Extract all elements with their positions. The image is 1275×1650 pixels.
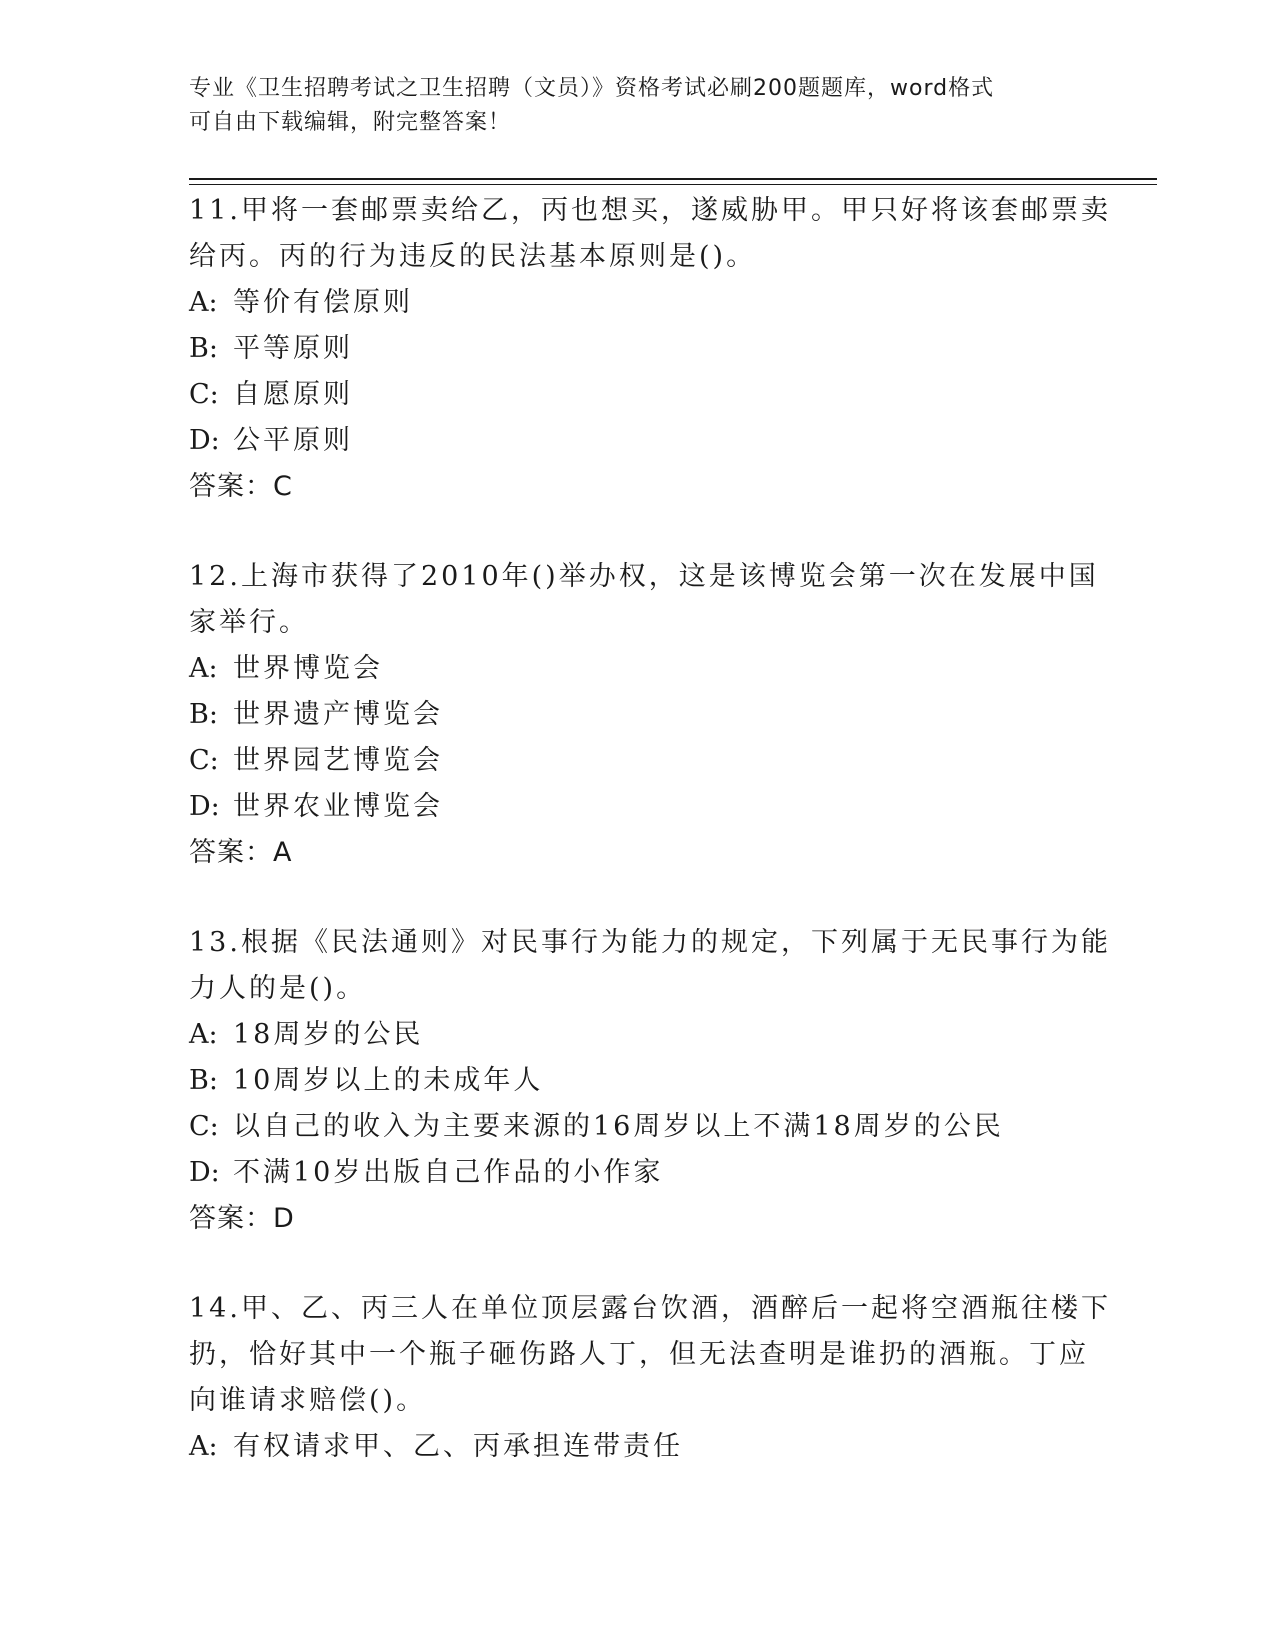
option-text: 自愿原则: [233, 379, 353, 410]
header-rule-thin: [189, 184, 1157, 185]
option-key: D:: [189, 1157, 220, 1188]
option-key: C:: [189, 745, 219, 776]
answer-line: 答案：D: [189, 1203, 295, 1234]
option-text: 等价有偿原则: [233, 287, 413, 318]
question-stem-line: 给丙。丙的行为违反的民法基本原则是()。: [189, 241, 757, 272]
option-b: [189, 1058, 1089, 1104]
option-a: [189, 1012, 1089, 1058]
header-line-2: 可自由下载编辑，附完整答案！: [189, 110, 512, 135]
option-c: [189, 372, 1089, 418]
question-stem-line: 力人的是()。: [189, 973, 367, 1004]
option-c: [189, 1104, 1089, 1150]
question-stem-line: 向谁请求赔偿()。: [189, 1385, 427, 1416]
option-text: 平等原则: [233, 333, 353, 364]
option-key: C:: [189, 1111, 219, 1142]
question-stem-line: 11.甲将一套邮票卖给乙，丙也想买，遂威胁甲。甲只好将该套邮票卖: [189, 195, 1111, 226]
option-text: 世界园艺博览会: [233, 745, 443, 776]
option-a: [189, 1424, 1089, 1470]
question-14: [189, 1286, 1111, 1470]
option-text: 18周岁的公民: [233, 1019, 424, 1050]
option-text: 10周岁以上的未成年人: [233, 1065, 544, 1096]
option-b: [189, 326, 1089, 372]
option-text: 公平原则: [233, 425, 353, 456]
question-stem-line: 14.甲、乙、丙三人在单位顶层露台饮酒，酒醉后一起将空酒瓶往楼下: [189, 1293, 1111, 1324]
option-text: 世界农业博览会: [233, 791, 443, 822]
option-key: A:: [189, 1019, 218, 1050]
question-stem-line: 12.上海市获得了2010年()举办权，这是该博览会第一次在发展中国: [189, 561, 1099, 592]
option-key: A:: [189, 653, 218, 684]
option-a: [189, 646, 1089, 692]
option-b: [189, 692, 1089, 738]
question-13: [189, 920, 1111, 1242]
option-key: C:: [189, 379, 219, 410]
question-12: [189, 554, 1099, 876]
option-key: A:: [189, 287, 218, 318]
option-d: [189, 784, 1089, 830]
option-d: [189, 1150, 1089, 1196]
option-text: 世界博览会: [233, 653, 383, 684]
question-11: [189, 188, 1111, 510]
option-a: [189, 280, 1089, 326]
option-key: B:: [189, 333, 218, 364]
option-text: 有权请求甲、乙、丙承担连带责任: [233, 1431, 683, 1462]
answer-line: 答案：C: [189, 471, 293, 502]
option-key: B:: [189, 1065, 218, 1096]
option-c: [189, 738, 1089, 784]
option-text: 世界遗产博览会: [233, 699, 443, 730]
option-d: [189, 418, 1089, 464]
header-line-1: 专业《卫生招聘考试之卫生招聘（文员）》资格考试必刷200题题库，word格式: [189, 76, 995, 101]
option-key: B:: [189, 699, 218, 730]
option-key: D:: [189, 425, 220, 456]
question-stem-line: 13.根据《民法通则》对民事行为能力的规定，下列属于无民事行为能: [189, 927, 1111, 958]
header-rule-thick: [189, 178, 1157, 180]
question-stem-line: 家举行。: [189, 607, 309, 638]
option-key: D:: [189, 791, 220, 822]
question-stem-line: 扔，恰好其中一个瓶子砸伤路人丁，但无法查明是谁扔的酒瓶。丁应: [189, 1339, 1089, 1370]
answer-line: 答案：A: [189, 837, 293, 868]
option-key: A:: [189, 1431, 218, 1462]
document-header: [189, 72, 1089, 140]
option-text: 以自己的收入为主要来源的16周岁以上不满18周岁的公民: [233, 1111, 1004, 1142]
option-text: 不满10岁出版自己作品的小作家: [233, 1157, 664, 1188]
